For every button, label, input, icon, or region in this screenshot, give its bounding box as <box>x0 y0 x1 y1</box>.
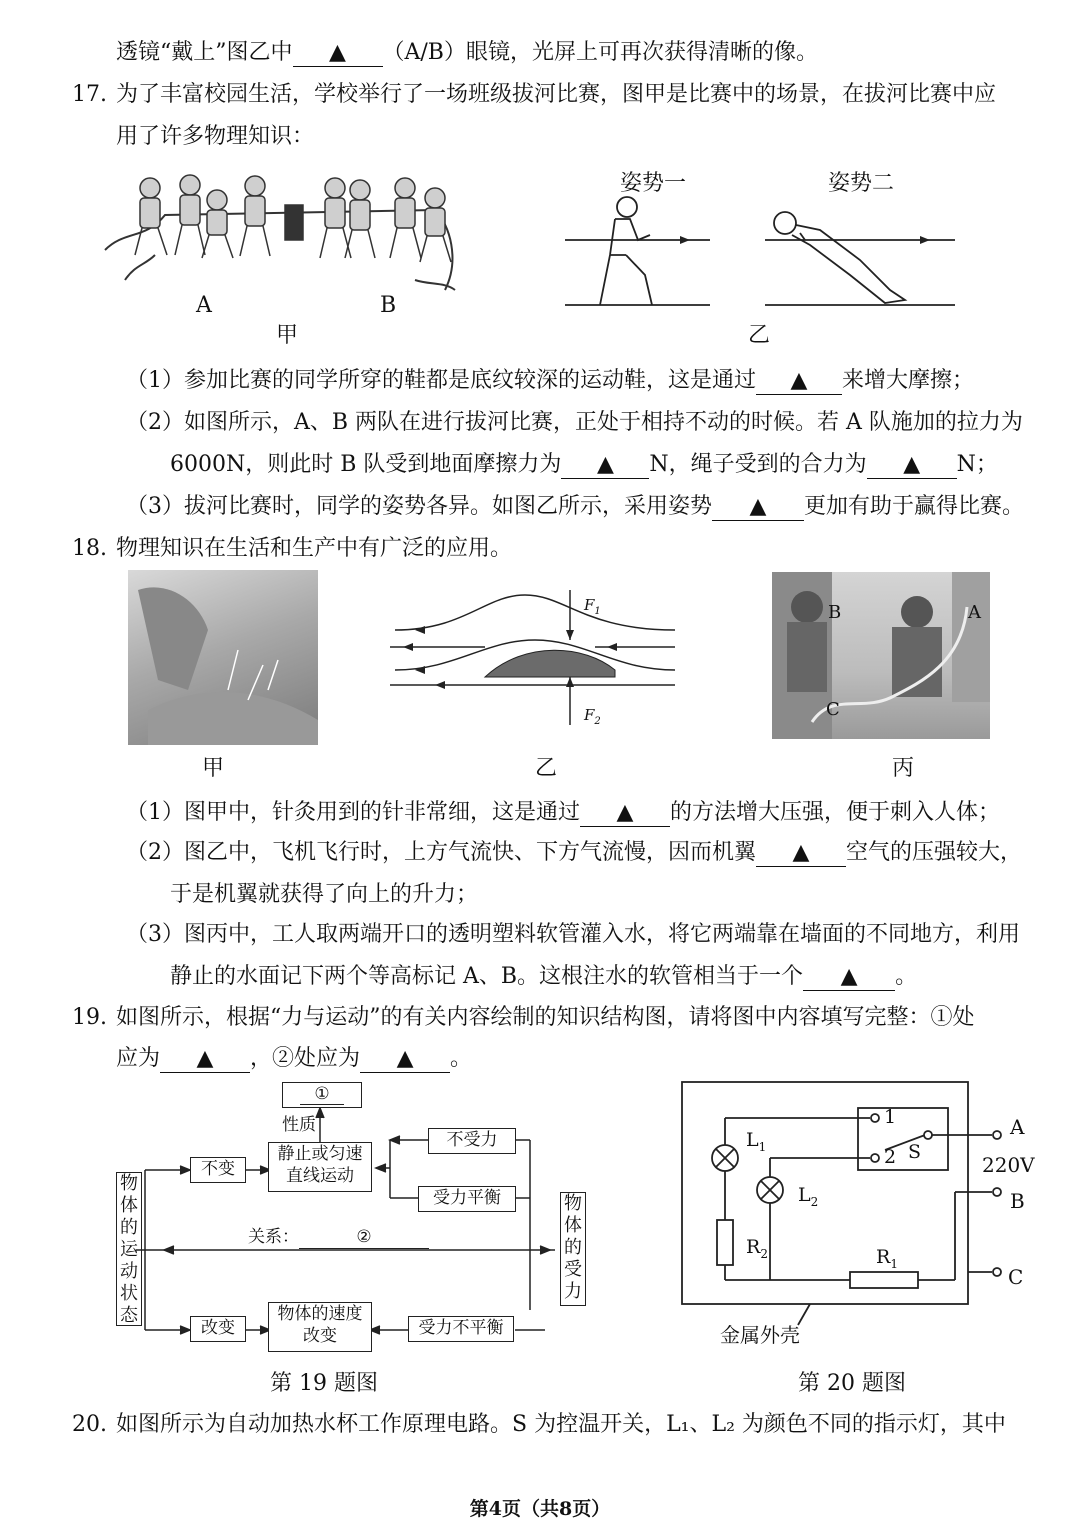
circuit-diagram <box>680 1080 1020 1345</box>
q18-blank1[interactable]: ▲ <box>580 800 670 827</box>
terminal-b: B <box>1010 1189 1025 1213</box>
caption-bing-18: 丙 <box>892 756 915 781</box>
q18-sub3-line2: 静止的水面记下两个等高标记 A、B。这根注水的软管相当于一个 ▲ 。 <box>170 964 918 989</box>
q18-blank2[interactable]: ▲ <box>756 840 846 867</box>
label-l2: $L_2$ <box>798 1184 819 1209</box>
box-changed: 改变 <box>190 1316 246 1342</box>
box-balanced-force: 受力平衡 <box>418 1186 516 1212</box>
photo-label-c: C <box>826 699 840 720</box>
q17-stem-line2: 用了许多物理知识： <box>116 124 315 149</box>
caption-jia-18: 甲 <box>202 756 225 781</box>
force-f1-label: $F_1$ <box>584 596 601 617</box>
label-l1: $L_1$ <box>746 1129 767 1154</box>
label-team-b: B <box>380 293 397 318</box>
question-number-17: 17. <box>72 82 107 107</box>
acupuncture-photo <box>128 570 318 745</box>
q17-blank2[interactable]: ▲ <box>561 452 649 479</box>
pose-figures <box>560 195 960 315</box>
photo-label-a: A <box>968 602 981 623</box>
q19-blank1[interactable]: ▲ <box>160 1046 250 1073</box>
q18-sub2: （2）图乙中，飞机飞行时，上方气流快、下方气流慢，因而机翼 ▲ 空气的压强较大， <box>126 840 1023 865</box>
q17-sub1: （1）参加比赛的同学所穿的鞋都是底纹较深的运动鞋，这是通过 ▲ 来增大摩擦； <box>126 368 975 393</box>
q17-blank4[interactable]: ▲ <box>712 494 804 521</box>
caption-q20: 第 20 题图 <box>798 1371 906 1396</box>
terminal-c: C <box>1008 1265 1024 1289</box>
top-line: 透镜“戴上”图乙中 ▲ （A/B）眼镜，光屏上可再次获得清晰的像。 <box>116 40 818 65</box>
q17-sub3: （3）拔河比赛时，同学的姿势各异。如图乙所示，采用姿势 ▲ 更加有助于赢得比赛。 <box>126 494 1025 519</box>
q18-blank3[interactable]: ▲ <box>803 964 895 991</box>
q17-blank1[interactable]: ▲ <box>756 368 842 395</box>
box-static-uniform-motion: 静止或匀速 直线运动 <box>268 1142 372 1192</box>
metal-shell-label: 金属外壳 <box>720 1323 800 1347</box>
airfoil-diagram <box>385 585 685 735</box>
q19-stem-line1: 如图所示，根据“力与运动”的有关内容绘制的知识结构图，请将图中内容填写完整：①处 <box>116 1005 975 1030</box>
box-speed-change: 物体的速度 改变 <box>268 1302 372 1352</box>
question-number-19: 19. <box>72 1005 107 1030</box>
question-number-20: 20. <box>72 1412 107 1437</box>
box-unchanged: 不变 <box>190 1157 246 1183</box>
answer-box-2[interactable]: ② <box>299 1226 429 1249</box>
q20-stem: 如图所示为自动加热水杯工作原理电路。S 为控温开关，L₁、L₂ 为颜色不同的指示灯，其中 <box>116 1412 1006 1437</box>
q18-sub3-line1: （3）图丙中，工人取两端开口的透明塑料软管灌入水，将它两端靠在墙面的不同地方，利用 <box>126 922 1021 947</box>
q17-blank3[interactable]: ▲ <box>867 452 957 479</box>
terminal-a: A <box>1010 1115 1025 1139</box>
answer-blank[interactable]: ▲ <box>293 40 383 67</box>
q18-sub1: （1）图甲中，针灸用到的针非常细，这是通过 ▲ 的方法增大压强，便于刺入人体； <box>126 800 1001 825</box>
caption-q19: 第 19 题图 <box>270 1371 378 1396</box>
force-f2-label: $F_2$ <box>584 706 601 727</box>
pose-one-label: 姿势一 <box>620 171 687 196</box>
voltage-label: 220V <box>982 1153 1035 1177</box>
q17-stem-line1: 为了丰富校园生活，学校举行了一场班级拔河比赛，图甲是比赛中的场景，在拔河比赛中应 <box>116 82 997 107</box>
vertical-box-force-on-object: 物体的受力 <box>560 1192 586 1306</box>
q18-sub2-line2: 于是机翼就获得了向上的升力； <box>170 882 479 907</box>
photo-label-b: B <box>828 602 842 623</box>
q17-sub2-line1: （2）如图所示，A、B 两队在进行拔河比赛，正处于相持不动的时候。若 A 队施加的拉力为 <box>126 410 1023 435</box>
box-no-force: 不受力 <box>428 1128 516 1154</box>
vertical-box-motion-state: 物体的运动状态 <box>116 1172 142 1326</box>
label-relation: 关系： ② <box>248 1226 429 1249</box>
switch-s-label: S <box>908 1141 922 1163</box>
caption-yi: 乙 <box>748 323 771 348</box>
label-xingzhi: 性质 <box>282 1115 316 1135</box>
caption-yi-18: 乙 <box>535 756 558 781</box>
label-team-a: A <box>196 293 212 318</box>
workers-photo <box>772 572 990 739</box>
label-r1: $R_1$ <box>876 1246 898 1271</box>
q17-sub2-line2: 6000N，则此时 B 队受到地面摩擦力为 ▲ N，绳子受到的合力为 ▲ N； <box>170 452 998 477</box>
switch-contact-2: 2 <box>884 1146 897 1168</box>
page-footer: 第4页（共8页） <box>469 1498 611 1520</box>
label-r2: $R_2$ <box>746 1236 768 1261</box>
pose-two-label: 姿势二 <box>828 171 895 196</box>
tug-of-war-illustration <box>105 170 485 300</box>
q19-blank2[interactable]: ▲ <box>360 1046 450 1073</box>
q18-stem: 物理知识在生活和生产中有广泛的应用。 <box>116 536 513 561</box>
q19-stem-line2: 应为 ▲ ，②处应为 ▲ 。 <box>116 1046 473 1071</box>
box-unbalanced-force: 受力不平衡 <box>408 1316 514 1342</box>
caption-jia: 甲 <box>276 323 299 348</box>
answer-box-1[interactable]: ① <box>282 1082 362 1108</box>
switch-contact-1: 1 <box>884 1106 897 1128</box>
question-number-18: 18. <box>72 536 107 561</box>
